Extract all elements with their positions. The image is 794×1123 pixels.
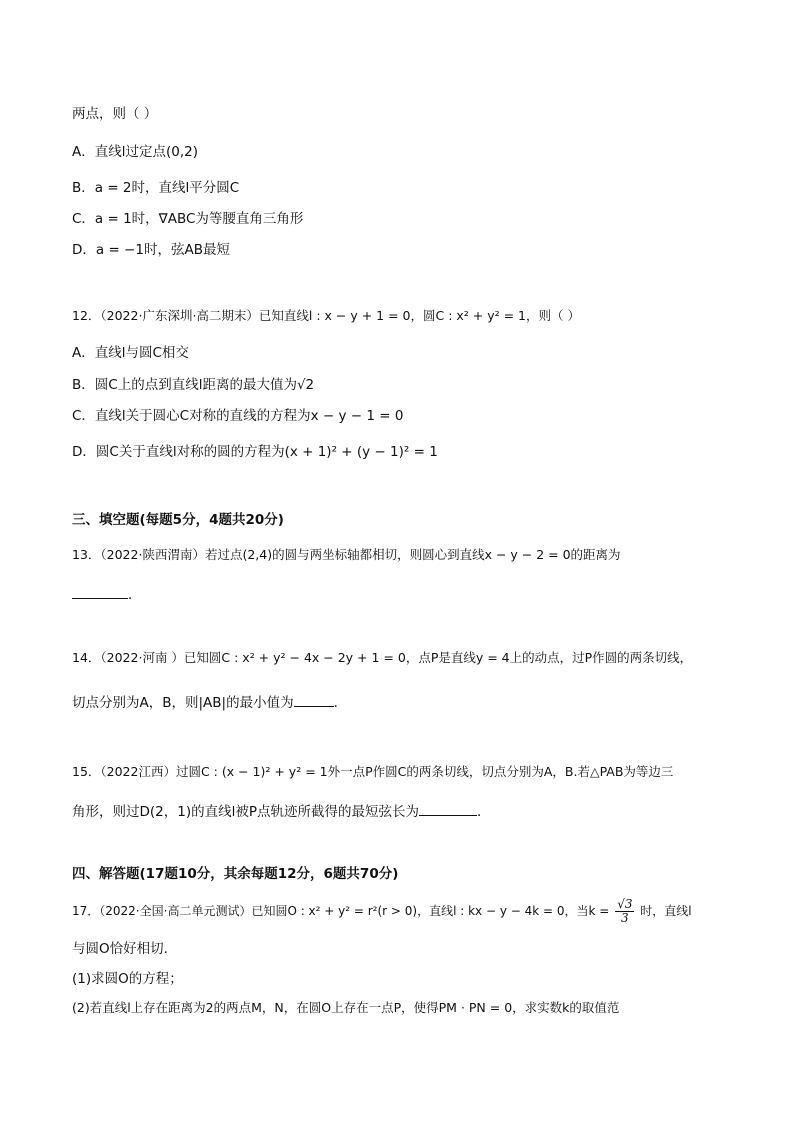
q11-option-b: B．a = 2时，直线l平分圆C <box>72 180 240 196</box>
q12-option-c: C．直线l关于圆心C对称的直线的方程为x − y − 1 = 0 <box>72 408 404 424</box>
q11-option-a: A．直线l过定点(0,2) <box>72 144 198 160</box>
q12-stem: 12．（2022·广东深圳·高二期末）已知直线l : x − y + 1 = 0，圆C : x² + y² = 1，则（ ） <box>72 308 580 323</box>
q15-end: ． <box>477 804 491 820</box>
q15-line-2-text: 角形，则过D(2，1)的直线l被P点轨迹所截得的最短弦长为 <box>72 804 419 820</box>
section-3-heading: 三、填空题(每题5分，4题共20分) <box>72 512 284 528</box>
q13-line-1: 13．（2022·陕西渭南）若过点(2,4)的圆与两坐标轴都相切，则圆心到直线x − y − 2 = 0的距离为 <box>72 547 621 562</box>
q13-line-2 <box>72 583 142 603</box>
answer-blank <box>294 694 334 707</box>
q14-line-2-text: 切点分别为A，B，则|AB|的最小值为 <box>72 695 294 711</box>
section-4-heading: 四、解答题(17题10分，其余每题12分，6题共70分) <box>72 866 399 882</box>
answer-blank <box>419 803 477 816</box>
fraction-denominator: 3 <box>621 911 629 925</box>
q17-part-2: (2)若直线l上存在距离为2的两点M，N，在圆O上存在一点P，使得PM · PN = 0，求实数k的取值范 <box>72 1000 620 1015</box>
q17-line-1 <box>72 898 692 925</box>
q12-option-b: B．圆C上的点到直线l距离的最大值为√2 <box>72 377 315 393</box>
q12-option-a: A．直线l与圆C相交 <box>72 345 189 361</box>
q15-line-1: 15．（2022江西）过圆C : (x − 1)² + y² = 1外一点P作圆C的两条切线，切点分别为A，B.若△PAB为等边三 <box>72 764 674 779</box>
q14-line-1: 14．（2022·河南 ）已知圆C : x² + y² − 4x − 2y + 1 = 0，点P是直线y = 4上的动点，过P作圆的两条切线， <box>72 650 693 665</box>
q11-option-c: C．a = 1时，∇ABC为等腰直角三角形 <box>72 211 304 227</box>
q12-option-d: D．圆C关于直线l对称的圆的方程为(x + 1)² + (y − 1)² = 1 <box>72 444 438 460</box>
q15-line-2 <box>72 800 491 820</box>
q17-part-1: (1)求圆O的方程； <box>72 971 183 987</box>
q11-stem: 两点，则（ ） <box>72 106 158 122</box>
q13-end: ． <box>128 587 142 603</box>
fraction <box>615 898 634 925</box>
q17-line-1-text: 17．（2022·全国·高二单元测试）已知圆O : x² + y² = r²(r > 0)，直线l : kx − y − 4k = 0，当k = <box>72 904 610 918</box>
q11-option-d: D．a = −1时，弦AB最短 <box>72 242 230 258</box>
q14-end: ． <box>333 695 348 711</box>
fraction-numerator: √3 <box>617 897 633 911</box>
q17-line-2: 与圆O恰好相切． <box>72 941 178 957</box>
q14-line-2 <box>72 691 347 711</box>
q17-line-1-tail: 时，直线l <box>640 904 692 918</box>
answer-blank <box>72 586 128 599</box>
